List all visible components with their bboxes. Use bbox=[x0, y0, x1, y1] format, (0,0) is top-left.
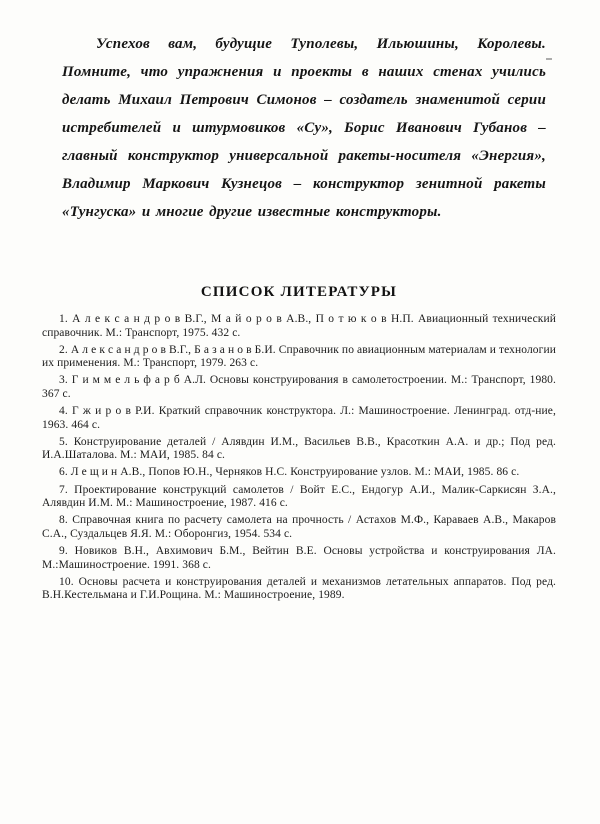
reference-list bbox=[42, 313, 556, 603]
reference-item: 8. Справочная книга по расчету самолета на прочность / Астахов М.Ф., Караваев А.В., Макаров С.А., Суздальцев Я.Я. М.: Оборонгиз, 1954. 534 с. bbox=[42, 514, 556, 540]
reference-item: 5. Конструирование деталей / Алявдин И.М., Васильев В.В., Красоткин А.А. и др.; Под ред. И.А.Шаталова. М.: МАИ, 1985. 84 с. bbox=[42, 435, 556, 462]
intro-paragraph: Успехов вам, будущие Туполевы, Ильюшины, Королевы. Помните, что упражнения и проекты в наших стенах учились делать Михаил Петрович Симонов – создатель знаменитой серии истребителей и штурмовиков «Су», Борис Иванович Губанов – главный конструктор универсальной ракеты-носителя «Энергия», Владимир Маркович Кузнецов – конструктор зенитной ракеты «Тунгуска» и многие другие известные конструкторы. bbox=[62, 36, 546, 220]
reference-item: 2. А л е к с а н д р о в В.Г., Б а з а н о в Б.И. Справочник по авиационным материалам и технологии их применения. М.: Транспорт, 1979. 263 с. bbox=[42, 343, 556, 370]
bibliography-heading: СПИСОК ЛИТЕРАТУРЫ bbox=[200, 284, 398, 300]
scan-artifact bbox=[546, 58, 552, 60]
reference-item: 6. Л е щ и н А.В., Попов Ю.Н., Черняков Н.С. Конструирование узлов. М.: МАИ, 1985. 86 с. bbox=[59, 466, 520, 479]
reference-item: 10. Основы расчета и конструирования деталей и механизмов летательных аппаратов. Под ред. В.Н.Кестельмана и Г.И.Рощина. М.: Машиностроение, 1989. bbox=[42, 575, 556, 602]
reference-item: 4. Г ж и р о в Р.И. Краткий справочник конструктора. Л.: Машиностроение. Ленинград. отд-ние, 1963. 464 с. bbox=[42, 405, 556, 431]
reference-item: 1. А л е к с а н д р о в В.Г., М а й о р о в А.В., П о т ю к о в Н.П. Авиационный технический справочник. М.: Транспорт, 1975. 432 с. bbox=[42, 313, 556, 339]
reference-item: 7. Проектирование конструкций самолетов / Войт Е.С., Ендогур А.И., Малик-Саркисян З.А., Алявдин И.М. М.: Машиностроение, 1987. 416 с. bbox=[42, 483, 556, 510]
reference-item: 3. Г и м м е л ь ф а р б А.Л. Основы конструирования в самолетостроении. М.: Транспорт, 1980. 367 с. bbox=[42, 374, 556, 400]
reference-item: 9. Новиков В.Н., Авхимович Б.М., Вейтин В.Е. Основы устройства и конструирования ЛА. М.:Машиностроение. 1991. 368 с. bbox=[42, 544, 556, 571]
